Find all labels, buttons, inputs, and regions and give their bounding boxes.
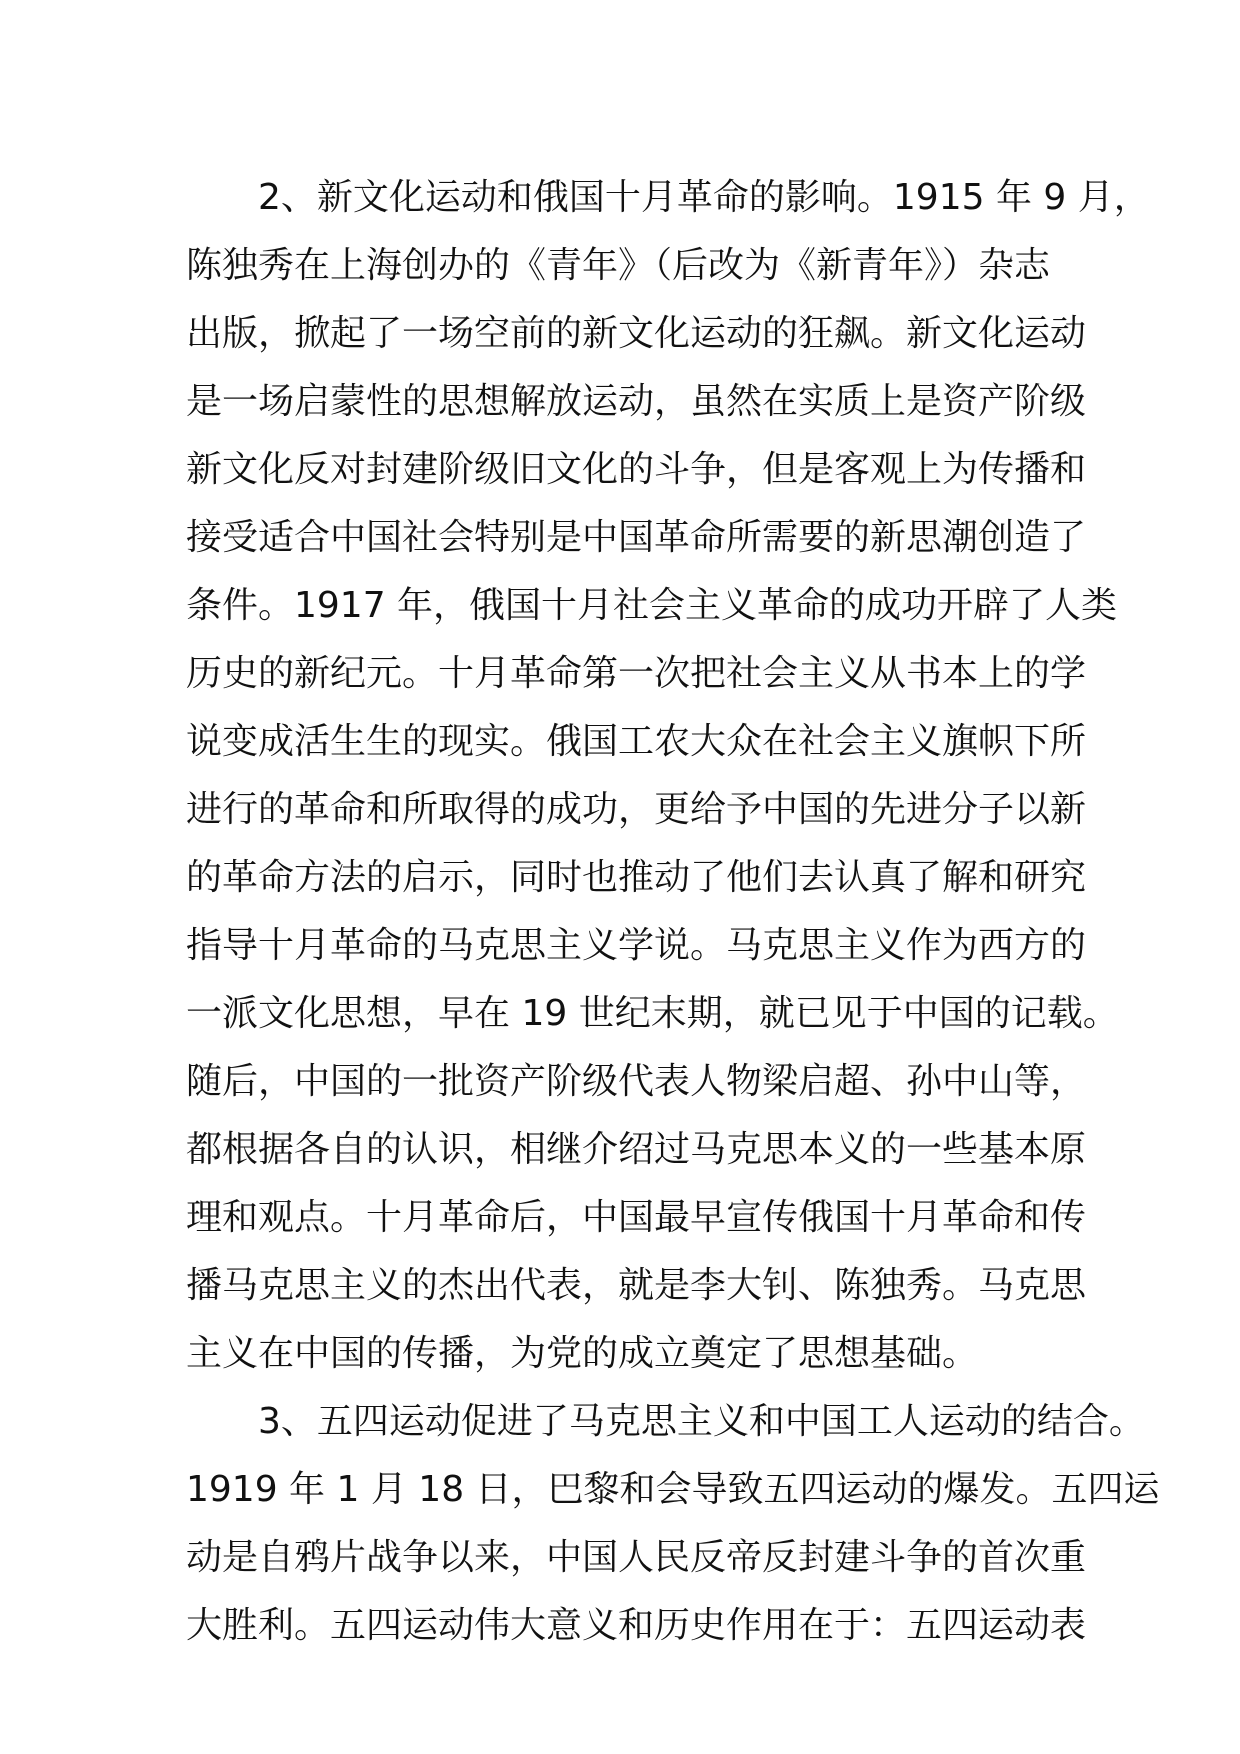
paragraph-line: 新文化反对封建阶级旧文化的斗争，但是客观上为传播和 [186,449,1087,490]
paragraph-2 [186,164,1186,1388]
paragraph-line: 3、五四运动促进了马克思主义和中国工人运动的结合。 [258,1401,1145,1442]
paragraph-3 [186,1388,1186,1660]
paragraph-line: 是一场启蒙性的思想解放运动，虽然在实质上是资产阶级 [186,381,1087,422]
paragraph-line: 动是自鸦片战争以来，中国人民反帝反封建斗争的首次重 [186,1537,1087,1578]
paragraph-line: 指导十月革命的马克思主义学说。马克思主义作为西方的 [186,925,1087,966]
paragraph-line: 一派文化思想，早在 19 世纪末期，就已见于中国的记载。 [186,993,1119,1034]
paragraph-line: 理和观点。十月革命后，中国最早宣传俄国十月革命和传 [186,1197,1087,1238]
paragraph-line: 历史的新纪元。十月革命第一次把社会主义从书本上的学 [186,653,1087,694]
paragraph-line: 进行的革命和所取得的成功，更给予中国的先进分子以新 [186,789,1087,830]
paragraph-line: 2、新文化运动和俄国十月革命的影响。1915 年 9 月， [258,177,1150,218]
paragraph-line: 主义在中国的传播，为党的成立奠定了思想基础。 [186,1333,979,1374]
paragraph-line: 都根据各自的认识，相继介绍过马克思本义的一些基本原 [186,1129,1087,1170]
paragraph-line: 1919 年 1 月 18 日，巴黎和会导致五四运动的爆发。五四运 [186,1469,1160,1510]
paragraph-line: 的革命方法的启示，同时也推动了他们去认真了解和研究 [186,857,1087,898]
paragraph-line: 接受适合中国社会特别是中国革命所需要的新思潮创造了 [186,517,1087,558]
paragraph-line: 出版，掀起了一场空前的新文化运动的狂飙。新文化运动 [186,313,1087,354]
paragraph-line: 播马克思主义的杰出代表，就是李大钊、陈独秀。马克思 [186,1265,1087,1306]
paragraph-line: 随后，中国的一批资产阶级代表人物梁启超、孙中山等， [186,1061,1087,1102]
paragraph-line: 条件。1917 年，俄国十月社会主义革命的成功开辟了人类 [186,585,1118,626]
paragraph-line: 大胜利。五四运动伟大意义和历史作用在于：五四运动表 [186,1605,1087,1646]
document-body [186,164,1186,1660]
paragraph-line: 陈独秀在上海创办的《青年》（后改为《新青年》）杂志 [186,245,1051,286]
paragraph-line: 说变成活生生的现实。俄国工农大众在社会主义旗帜下所 [186,721,1087,762]
